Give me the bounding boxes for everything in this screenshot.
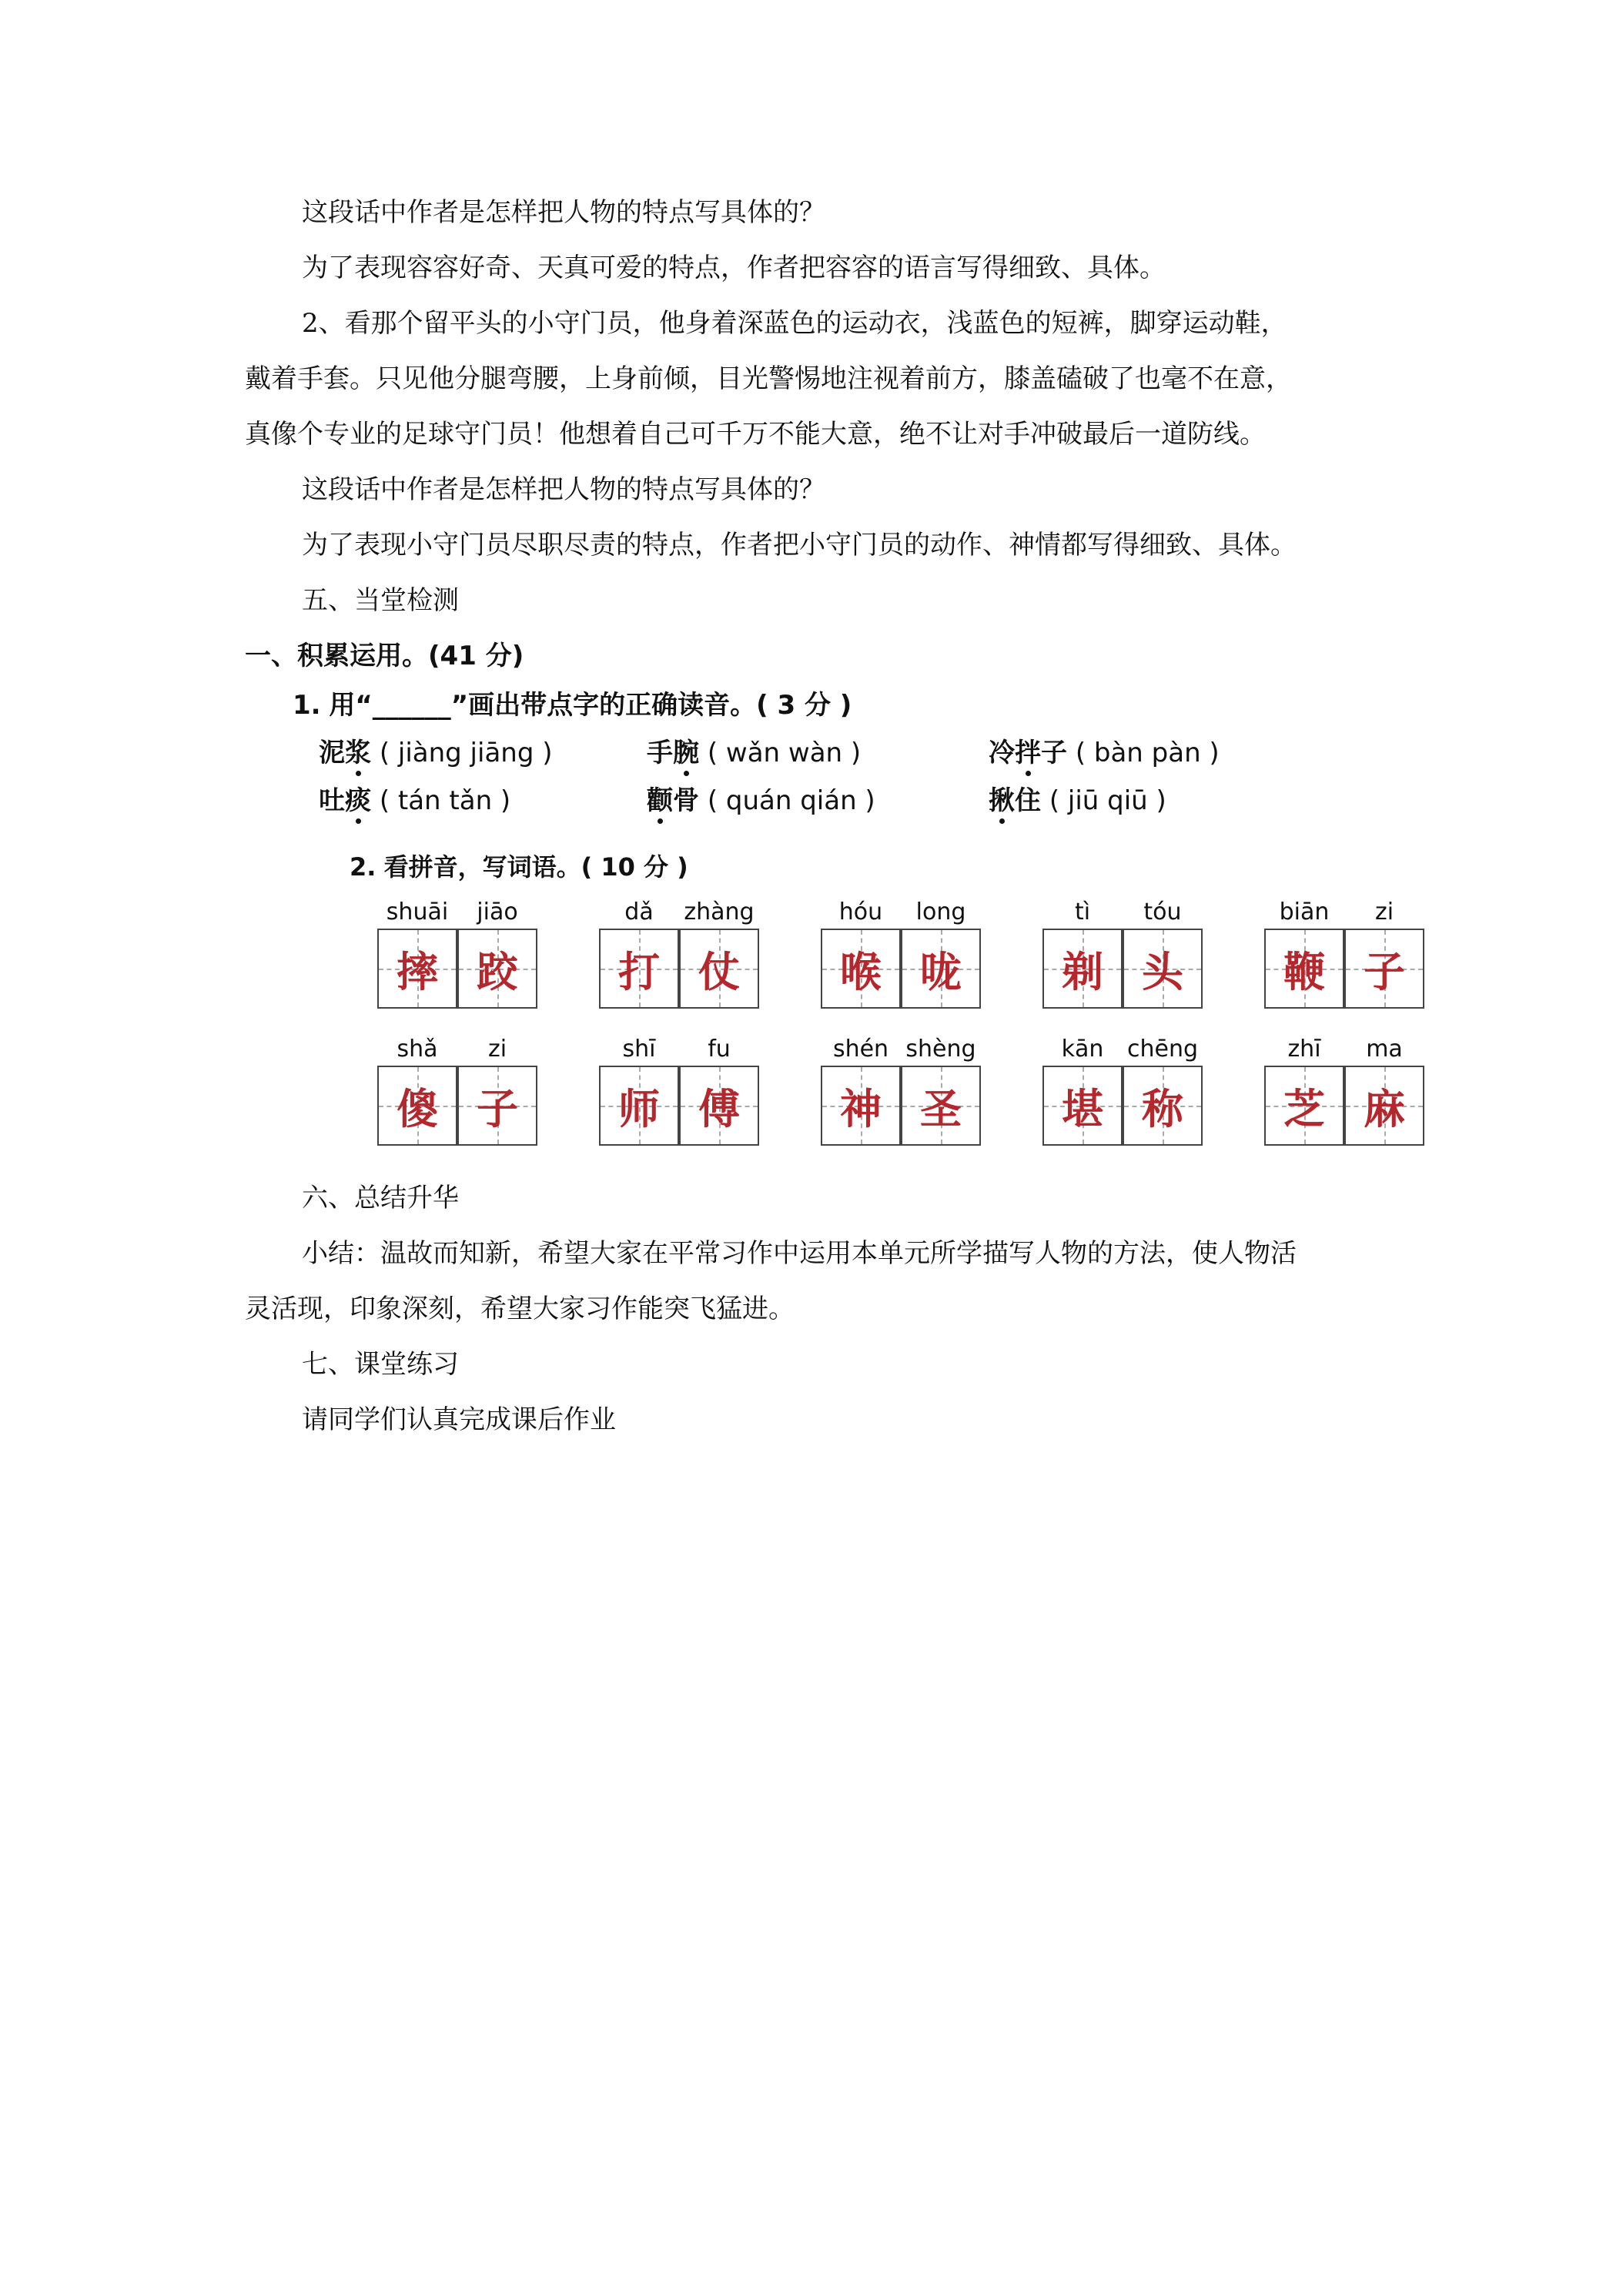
writing-box[interactable] [1042,929,1123,1009]
writing-box[interactable] [457,929,537,1009]
part-1-title: 一、积累运用。(41 分) [245,641,524,671]
answer-char: 打 [618,946,660,996]
answer-char: 芝 [1283,1083,1325,1133]
q1-item-pinyin: ( jiàng jiāng ) [379,738,553,768]
answer-char: 神 [840,1083,882,1133]
writing-box[interactable] [377,1066,457,1146]
pinyin-label: shèng [905,1036,976,1063]
paragraph-question-1: 这段话中作者是怎样把人物的特点写具体的？ [302,197,825,228]
passage-2-line-1: 2、看那个留平头的小守门员，他身着深蓝色的运动衣，浅蓝色的短裤，脚穿运动鞋， [302,308,1287,339]
writing-box[interactable] [599,929,679,1009]
answer-char: 称 [1142,1083,1183,1133]
q1-item-5 [647,785,875,816]
passage-2-line-3: 真像个专业的足球守门员！他想着自己可千万不能大意，绝不让对手冲破最后一道防线。 [245,419,1266,450]
practice-text: 请同学们认真完成课后作业 [302,1404,616,1435]
answer-char: 跤 [477,946,518,996]
pinyin-label: zi [1374,899,1394,925]
pinyin-label: dǎ [624,899,654,925]
q1-item-pinyin: ( bàn pàn ) [1075,738,1220,768]
pinyin-label: tóu [1143,899,1182,925]
writing-box[interactable] [1344,929,1424,1009]
writing-box[interactable] [457,1066,537,1146]
answer-char: 傻 [397,1083,438,1133]
q1-item-4 [319,785,510,816]
pinyin-label: hóu [838,899,883,925]
question-1-heading [293,690,852,721]
writing-box[interactable] [1344,1066,1424,1146]
q1-item-post: 子 [1041,738,1067,768]
writing-box[interactable] [679,1066,759,1146]
question-2-text: 看拼音，写词语。( 10 分 ) [383,852,688,882]
pinyin-label: shuāi [386,899,449,925]
dotted-char: 颧 [647,785,673,816]
writing-box[interactable] [1123,929,1203,1009]
answer-char: 鞭 [1283,946,1325,996]
answer-char: 子 [477,1083,518,1133]
q1-item-2 [647,738,861,768]
summary-line-1: 小结：温故而知新，希望大家在平常习作中运用本单元所学描写人物的方法，使人物活 [302,1238,1297,1269]
q1-item-pre: 吐 [319,785,345,816]
q1-item-pre: 手 [647,738,673,768]
writing-box[interactable] [1123,1066,1203,1146]
q1-item-pinyin: ( wǎn wàn ) [707,738,862,768]
pinyin-label: chēng [1126,1036,1199,1063]
q1-item-pre: 冷 [989,738,1015,768]
q1-item-pre: 泥 [319,738,345,768]
pinyin-label: shén [832,1036,889,1063]
question-2-heading [350,852,688,882]
writing-box[interactable] [821,1066,901,1146]
q1-item-post: 住 [1015,785,1041,816]
section-5-heading: 五、当堂检测 [302,585,459,616]
question-1-text: 用“______”画出带点字的正确读音。( 3 分 ) [329,690,852,721]
pinyin-label: biān [1279,899,1330,925]
dotted-char: 腕 [673,738,699,768]
pinyin-label: kān [1061,1036,1104,1063]
writing-box[interactable] [1264,929,1344,1009]
question-1-number: 1. [293,690,321,721]
question-2-number: 2. [350,852,376,882]
answer-char: 喉 [840,946,882,996]
summary-line-2: 灵活现，印象深刻，希望大家习作能突飞猛进。 [245,1294,795,1324]
answer-char: 摔 [397,946,438,996]
writing-box[interactable] [901,1066,981,1146]
q1-item-pinyin: ( quán qián ) [707,785,875,816]
answer-char: 仗 [698,946,740,996]
pinyin-label: jiāo [477,899,518,925]
section-6-heading: 六、总结升华 [302,1183,459,1213]
answer-char: 咙 [920,946,962,996]
section-7-heading: 七、课堂练习 [302,1349,459,1380]
q1-item-6 [989,785,1166,816]
q1-item-3 [989,738,1220,768]
q1-item-1 [319,738,552,768]
writing-box[interactable] [599,1066,679,1146]
writing-box[interactable] [821,929,901,1009]
answer-char: 麻 [1364,1083,1405,1133]
q1-item-post: 骨 [673,785,699,816]
answer-char: 堪 [1062,1083,1103,1133]
answer-char: 圣 [920,1083,962,1133]
paragraph-answer-1: 为了表现容容好奇、天真可爱的特点，作者把容容的语言写得细致、具体。 [302,253,1166,283]
pinyin-label: zi [487,1036,507,1063]
writing-box[interactable] [679,929,759,1009]
pinyin-label: ma [1366,1036,1403,1063]
pinyin-label: zhī [1287,1036,1321,1063]
pinyin-label: fu [708,1036,731,1063]
answer-char: 傅 [698,1083,740,1133]
paragraph-answer-2: 为了表现小守门员尽职尽责的特点，作者把小守门员的动作、神情都写得细致、具体。 [302,530,1297,561]
pinyin-label: long [915,899,966,925]
dotted-char: 痰 [345,785,371,816]
writing-box[interactable] [377,929,457,1009]
pinyin-label: zhàng [684,899,755,925]
writing-box[interactable] [1042,1066,1123,1146]
dotted-char: 浆 [345,738,371,768]
answer-char: 头 [1142,946,1183,996]
pinyin-label: shǎ [397,1036,438,1063]
writing-box[interactable] [901,929,981,1009]
pinyin-label: tì [1074,899,1091,925]
q1-item-pinyin: ( tán tǎn ) [379,785,511,816]
q1-item-pinyin: ( jiū qiū ) [1049,785,1166,816]
pinyin-label: shī [622,1036,656,1063]
answer-char: 师 [618,1083,660,1133]
writing-box[interactable] [1264,1066,1344,1146]
dotted-char: 揪 [989,785,1015,816]
dotted-char: 拌 [1015,738,1041,768]
passage-2-line-2: 戴着手套。只见他分腿弯腰，上身前倾，目光警惕地注视着前方，膝盖磕破了也毫不在意， [245,363,1292,394]
answer-char: 剃 [1062,946,1103,996]
answer-char: 子 [1364,946,1405,996]
paragraph-question-2: 这段话中作者是怎样把人物的特点写具体的？ [302,474,825,505]
